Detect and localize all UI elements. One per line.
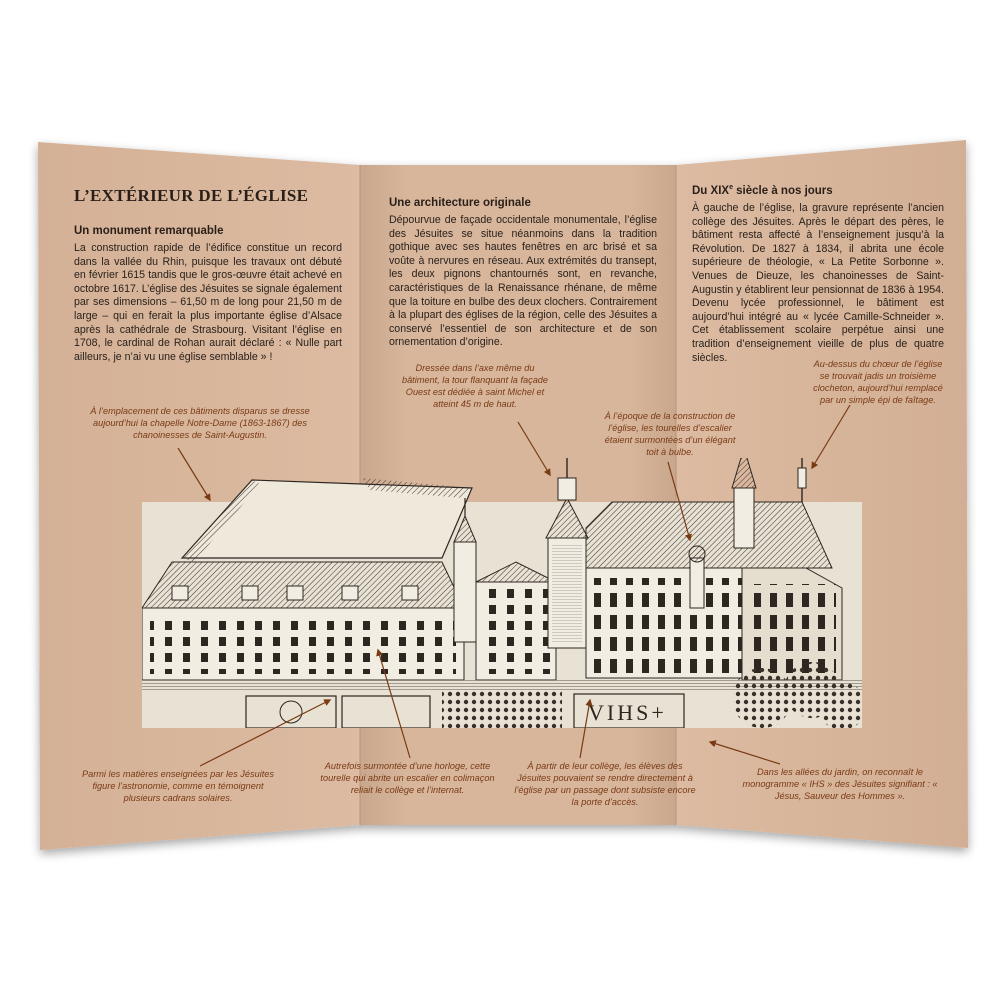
ihs-monogram: VIHS+: [588, 700, 667, 725]
history-heading-suffix: siècle à nos jours: [732, 184, 833, 197]
caption-astronomie: Parmi les matières enseignées par les Jésuites figure l’astronomie, comme en témoignent plusieurs cadrans solaires.: [81, 769, 274, 803]
arrow-astronomie: [200, 700, 330, 766]
arrow-chapelle: [178, 448, 210, 500]
caption-horloge: Autrefois surmontée d’une horloge, cette tourelle qui abrite un escalier en colimaçon reliait le collège et l’internat.: [320, 761, 495, 795]
arrow-monogramme: [710, 742, 780, 764]
history-heading-sup: e: [729, 184, 733, 191]
caption-chapelle: À l’emplacement de ces bâtiments disparus se dresse aujourd’hui la chapelle Notre-Dame (1863-1867) des chanoinesses de Saint-Augustin.: [90, 406, 310, 440]
caption-passage: À partir de leur collège, les élèves des Jésuites pouvaient se rendre directement à l’église par un passage dont subsiste encore la porte d’accès.: [514, 761, 696, 807]
caption-tourelles: À l’époque de la construction de l’église, les tourelles d’escalier étaient surmontées d’un élégant toit à bulbe.: [604, 411, 736, 457]
arrow-tour: [518, 422, 550, 475]
section-body-history: À gauche de l’église, la gravure représente l’ancien collège des Jésuites. Après le départ des pères, le bâtiment resta affecté à l’enseignement jusqu’à la Révolution. De 1827 à 1834, il abrita une école supérieure de théologie, « La Petite Sorbonne ». Venues de Dieuze, les chanoinesses de Saint-Augustin y établirent leur pensionnat de 1836 à 1954. Devenu lycée professionnel, le bâtiment est aujourd’hui intégré au « lycée Camille-Schneider ». Cet établissement scolaire perpétue ainsi une tradition d’enseignement vieille de plus de quatre siècles.: [692, 202, 944, 364]
arrow-clocheton: [812, 405, 850, 468]
arrow-passage: [580, 700, 590, 758]
caption-clocheton: Au-dessus du chœur de l’église se trouvait jadis un troisième clocheton, aujourd’hui remplacé par un simple épi de faîtage.: [813, 359, 943, 405]
caption-monogramme: Dans les allées du jardin, on reconnaît le monogramme « IHS » des Jésuites signifiant : « Jésus, Sauveur des Hommes ».: [742, 767, 938, 801]
arrow-tourelles: [668, 462, 690, 540]
page-title: L’EXTÉRIEUR DE L’ÉGLISE: [74, 186, 309, 205]
arrow-horloge: [378, 650, 410, 758]
history-heading-prefix: Du XIX: [692, 184, 730, 197]
section-heading-monument: Un monument remarquable: [74, 225, 224, 237]
caption-tour: Dressée dans l’axe même du bâtiment, la tour flanquant la façade Ouest est dédiée à saint Michel et atteint 45 m de haut.: [401, 363, 549, 409]
section-body-architecture: Dépourvue de façade occidentale monumentale, l’église des Jésuites se situe néanmoins dans la tradition gothique avec ses hautes fenêtres en arc brisé et sa voûte à nervures en réseau. Aux extrémités du transept, les deux pignons chantournés sont, en revanche, caractéristiques de la Renaissance rhénane, de même que la toiture en bulbe des deux clochers. Contrairement à la plupart des églises de la région, celle des Jésuites a conservé l’essentiel de son architecture et de son ornementation d’origine.: [389, 214, 657, 349]
section-body-monument: La construction rapide de l’édifice constitue un record dans la vallée du Rhin, puisque les travaux ont débuté en février 1615 tandis que le gros-œuvre était achevé en octobre 1617. L’église des Jésuites se signale également par ses dimensions – 61,50 m de long pour 21,50 m de large – qui en ferait la plus importante église d’Alsace après la cathédrale de Strasbourg. Visitant l’église en 1708, le cardinal de Rohan aurait déclaré : « Nulle part ailleurs, je n’ai vu une église semblable » !: [74, 242, 342, 363]
section-heading-architecture: Une architecture originale: [389, 197, 531, 209]
